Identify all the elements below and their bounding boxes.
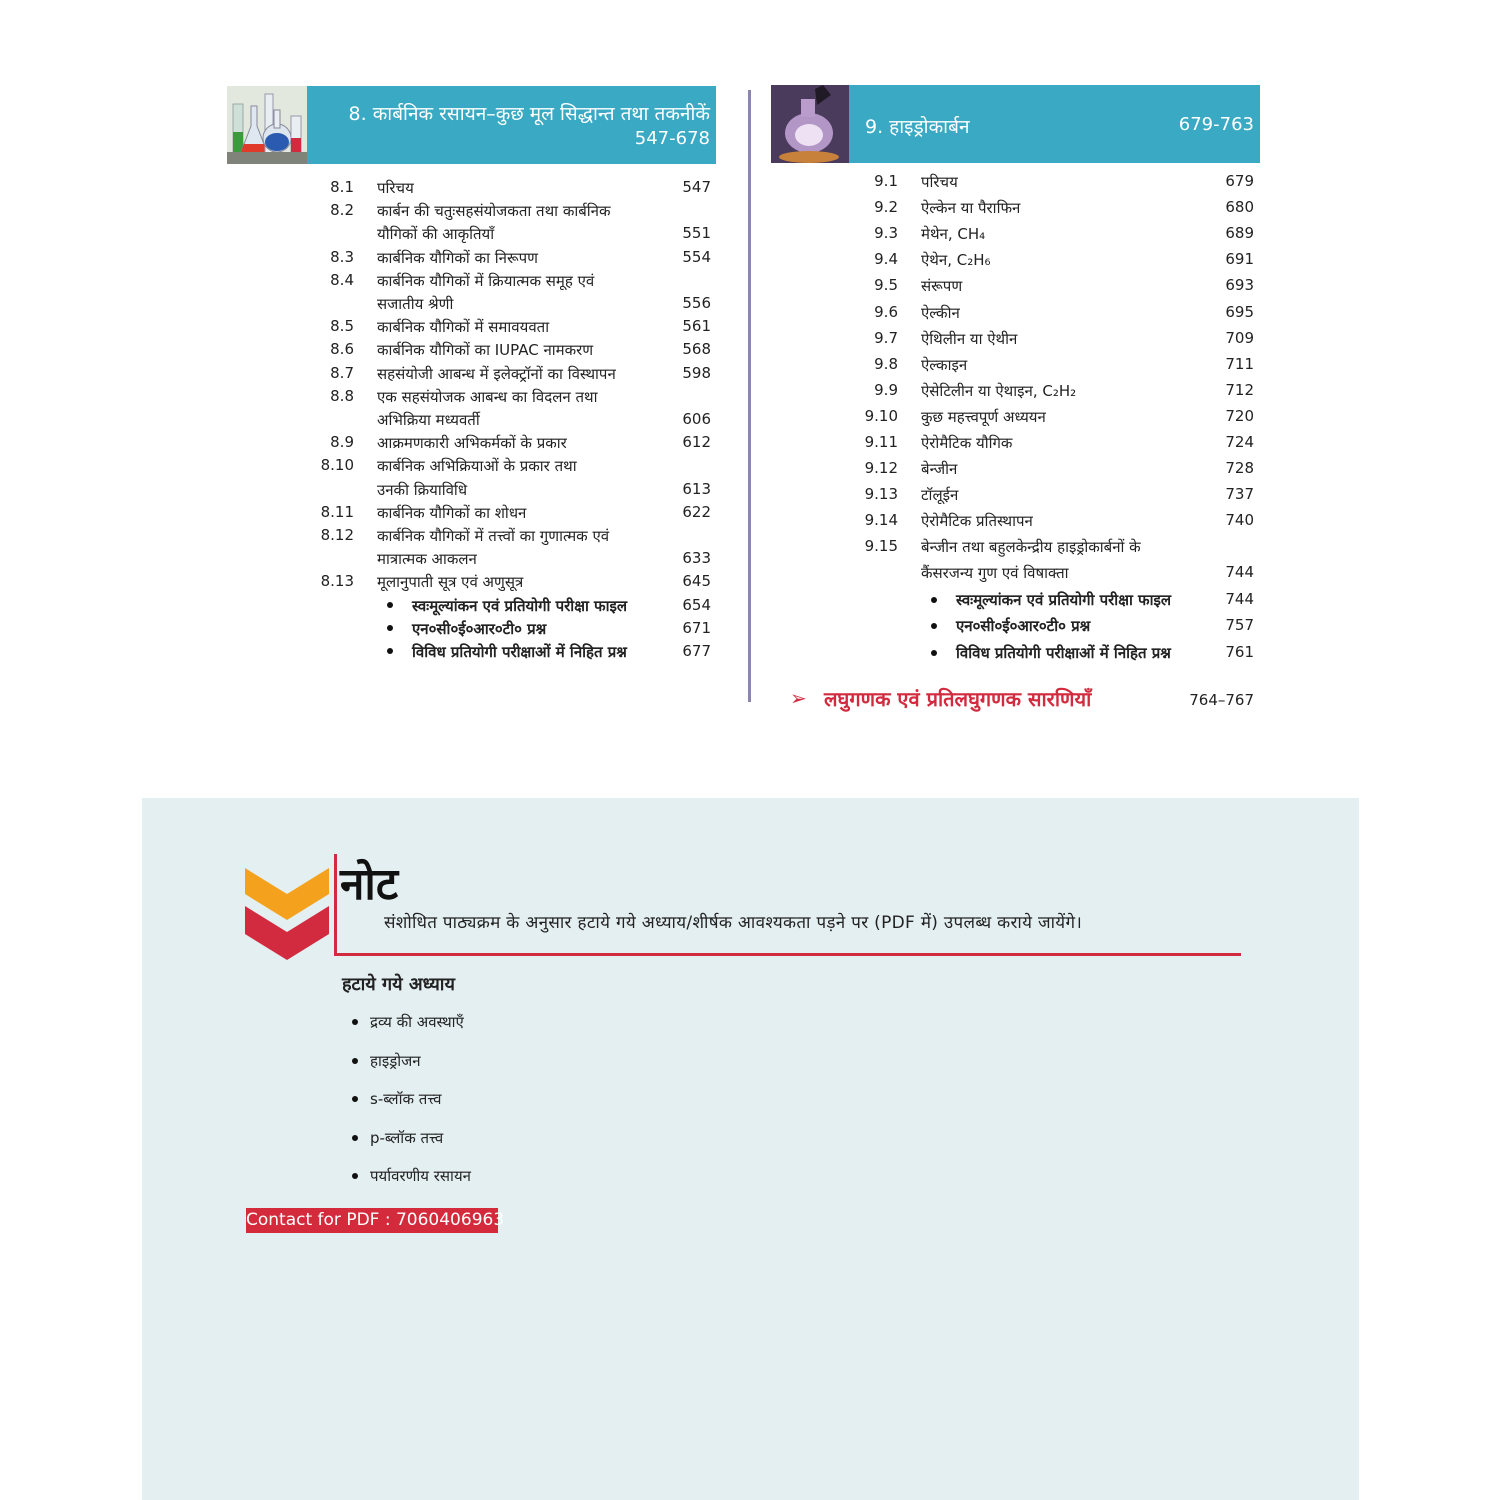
chapter-8-title-bar — [307, 86, 716, 164]
page-number: 677 — [682, 642, 711, 660]
page-number: 551 — [682, 224, 711, 243]
bullet-title: विविध प्रतियोगी परीक्षाओं में निहित प्रश्न — [412, 643, 627, 661]
section-number: 9.10 — [864, 406, 898, 425]
section-number: 8.2 — [330, 201, 354, 220]
page-number: 554 — [682, 247, 711, 266]
section-number: 9.3 — [874, 224, 898, 243]
bullet-title: एन०सी०ई०आर०टी० प्रश्न — [956, 617, 1091, 636]
page-number: 556 — [682, 293, 711, 312]
section-title: सहसंयोजी आबन्ध में इलेक्ट्रॉनों का विस्थापन — [377, 364, 616, 383]
section-title: बेन्जीन — [921, 460, 958, 479]
page-number: 561 — [682, 317, 711, 336]
page-number: 724 — [1225, 433, 1254, 451]
page-number: 737 — [1225, 485, 1254, 504]
log-tables-entry — [790, 684, 1256, 714]
page-number: 695 — [1225, 302, 1254, 321]
page-number: 612 — [682, 433, 711, 452]
section-number: 9.9 — [874, 380, 898, 399]
page-number: 740 — [1225, 511, 1254, 530]
bullet-icon — [352, 1058, 358, 1064]
section-number: 9.15 — [864, 537, 898, 556]
section-title: उनकी क्रियाविधि — [377, 480, 468, 499]
section-title: ऐथिलीन या ऐथीन — [921, 329, 1018, 348]
page-number: 689 — [1225, 224, 1254, 243]
section-number: 9.1 — [874, 172, 898, 190]
page-number: 598 — [682, 363, 711, 382]
page-number: 744 — [1225, 563, 1254, 582]
section-title: कार्बनिक यौगिकों का निरूपण — [377, 248, 538, 267]
section-title: बेन्जीन तथा बहुलकेन्द्रीय हाइड्रोकार्बनों के — [921, 538, 1141, 557]
section-title: अभिक्रिया मध्यवर्ती — [377, 410, 480, 429]
section-title: कार्बनिक यौगिकों में क्रियात्मक समूह एवं — [377, 271, 595, 290]
removed-chapters-title: हटाये गये अध्याय — [342, 974, 455, 995]
section-title: कुछ महत्त्वपूर्ण अध्ययन — [921, 407, 1046, 426]
page-number: 680 — [1225, 198, 1254, 217]
bullet-icon — [387, 648, 393, 654]
bullet-icon — [352, 1135, 358, 1141]
section-title: ऐल्कीन — [921, 303, 960, 322]
page-number: 547 — [682, 178, 711, 196]
page-number: 654 — [682, 595, 711, 614]
chapter-9-title-bar — [849, 85, 1260, 163]
bullet-title: स्वःमूल्यांकन एवं प्रतियोगी परीक्षा फाइल — [956, 590, 1172, 609]
chapter-9-title: 9. हाइड्रोकार्बन — [865, 116, 970, 138]
section-title: कार्बनिक अभिक्रियाओं के प्रकार तथा — [377, 457, 577, 476]
section-title: कार्बनिक यौगिकों का शोधन — [377, 503, 527, 522]
section-number: 9.6 — [874, 302, 898, 321]
note-text: संशोधित पाठ्यक्रम के अनुसार हटाये गये अध्याय/शीर्षक आवश्यकता पड़ने पर (PDF में) उपलब्ध कराये जायेंगे। — [384, 913, 1083, 933]
arrow-icon: ➢ — [790, 686, 807, 710]
page-number: 693 — [1225, 276, 1254, 295]
bullet-title: विविध प्रतियोगी परीक्षाओं में निहित प्रश्न — [956, 644, 1171, 663]
section-title: परिचय — [921, 173, 958, 191]
section-title: ऐल्केन या पैराफिन — [921, 199, 1021, 218]
page-number: 712 — [1225, 380, 1254, 399]
section-title: ऐसेटिलीन या ऐथाइन, C₂H₂ — [921, 381, 1077, 400]
section-title: संरूपण — [921, 277, 963, 296]
section-number: 8.10 — [320, 456, 354, 475]
bullet-title: एन०सी०ई०आर०टी० प्रश्न — [412, 619, 547, 638]
section-number: 9.8 — [874, 354, 898, 373]
section-title: आक्रमणकारी अभिकर्मकों के प्रकार — [377, 434, 567, 453]
bullet-icon — [352, 1019, 358, 1025]
section-title: यौगिकों की आकृतियाँ — [377, 225, 495, 244]
log-tables-pages: 764–767 — [1189, 691, 1254, 709]
section-title: ऐल्काइन — [921, 355, 968, 374]
section-number: 9.7 — [874, 328, 898, 347]
section-number: 9.11 — [864, 433, 898, 451]
note-vertical-rule — [334, 854, 337, 956]
page-number: 728 — [1225, 459, 1254, 478]
removed-chapter-label: हाइड्रोजन — [370, 1051, 421, 1070]
chapter-9-pages: 679-763 — [1178, 114, 1254, 135]
bullet-icon — [931, 650, 937, 656]
section-title: सजातीय श्रेणी — [377, 294, 454, 313]
bullet-icon — [387, 602, 393, 608]
section-number: 8.4 — [330, 270, 354, 289]
page-number: 711 — [1225, 354, 1254, 373]
page-number: 671 — [682, 618, 711, 637]
glass-flask-image — [771, 85, 849, 163]
section-title: कार्बन की चतुःसहसंयोजकता तथा कार्बनिक — [377, 202, 611, 221]
section-number: 8.1 — [330, 178, 354, 196]
section-number: 9.5 — [874, 276, 898, 295]
log-tables-title: लघुगणक एवं प्रतिलघुगणक सारणियाँ — [824, 687, 1092, 711]
section-title: मेथेन, CH₄ — [921, 225, 986, 244]
page-number: 691 — [1225, 250, 1254, 269]
section-number: 9.14 — [864, 511, 898, 530]
section-number: 8.9 — [330, 433, 354, 452]
section-number: 8.12 — [320, 526, 354, 544]
section-number: 8.5 — [330, 317, 354, 336]
section-number: 9.2 — [874, 198, 898, 217]
page-number: 757 — [1225, 616, 1254, 635]
note-title: नोट — [340, 859, 398, 910]
removed-chapter-label: द्रव्य की अवस्थाएँ — [370, 1013, 464, 1031]
section-title: ऐरोमैटिक यौगिक — [921, 434, 1013, 452]
lab-glassware-image — [227, 86, 307, 164]
page-number: 744 — [1225, 589, 1254, 608]
page-number: 679 — [1225, 172, 1254, 190]
bullet-icon — [352, 1173, 358, 1179]
removed-chapter-label: s-ब्लॉक तत्त्व — [370, 1090, 442, 1108]
chapter-8-header — [227, 86, 716, 164]
section-title: कार्बनिक यौगिकों में समावयवता — [377, 318, 550, 337]
section-title: ऐरोमैटिक प्रतिस्थापन — [921, 512, 1033, 531]
chapter-8-pages: 547-678 — [634, 128, 710, 149]
chapter-8-title: 8. कार्बनिक रसायन–कुछ मूल सिद्धान्त तथा तकनीकें — [348, 103, 710, 125]
section-title: कार्बनिक यौगिकों का IUPAC नामकरण — [377, 341, 594, 360]
section-number: 8.7 — [330, 363, 354, 382]
page-number: 761 — [1225, 643, 1254, 662]
section-number: 9.12 — [864, 459, 898, 478]
section-number: 9.13 — [864, 485, 898, 504]
bullet-icon — [387, 625, 393, 631]
section-number: 8.6 — [330, 340, 354, 359]
section-title: मूलानुपाती सूत्र एवं अणुसूत्र — [377, 573, 524, 592]
page-number: 568 — [682, 340, 711, 359]
page-number: 720 — [1225, 406, 1254, 425]
section-title: कैंसरजन्य गुण एवं विषाक्ता — [921, 564, 1069, 583]
section-title: परिचय — [377, 179, 414, 197]
section-title: मात्रात्मक आकलन — [377, 550, 477, 569]
removed-chapter-label: पर्यावरणीय रसायन — [370, 1167, 471, 1185]
page-number: 633 — [682, 549, 711, 568]
section-number: 8.13 — [320, 572, 354, 591]
section-number: 9.4 — [874, 250, 898, 269]
page-number: 613 — [682, 479, 711, 498]
section-number: 8.3 — [330, 247, 354, 266]
contact-banner: Contact for PDF : 7060406963 — [246, 1208, 498, 1233]
section-title: ऐथेन, C₂H₆ — [921, 251, 991, 270]
note-horizontal-rule — [334, 953, 1241, 956]
section-number: 8.8 — [330, 386, 354, 405]
page-number: 622 — [682, 502, 711, 521]
section-title: टॉलूईन — [921, 486, 959, 505]
section-title: कार्बनिक यौगिकों में तत्त्वों का गुणात्मक एवं — [377, 527, 610, 545]
note-panel — [142, 798, 1359, 1500]
chapter-9-header — [771, 85, 1260, 163]
section-title: एक सहसंयोजक आबन्ध का विदलन तथा — [377, 387, 598, 406]
bullet-icon — [931, 623, 937, 629]
section-number: 8.11 — [320, 502, 354, 521]
page-number: 645 — [682, 572, 711, 591]
column-divider — [748, 90, 751, 702]
bullet-icon — [931, 597, 937, 603]
page-number: 606 — [682, 409, 711, 428]
chevron-logo-icon — [245, 860, 329, 960]
page-number: 709 — [1225, 328, 1254, 347]
removed-chapter-label: p-ब्लॉक तत्त्व — [370, 1128, 444, 1147]
bullet-title: स्वःमूल्यांकन एवं प्रतियोगी परीक्षा फाइल — [412, 596, 628, 615]
bullet-icon — [352, 1096, 358, 1102]
